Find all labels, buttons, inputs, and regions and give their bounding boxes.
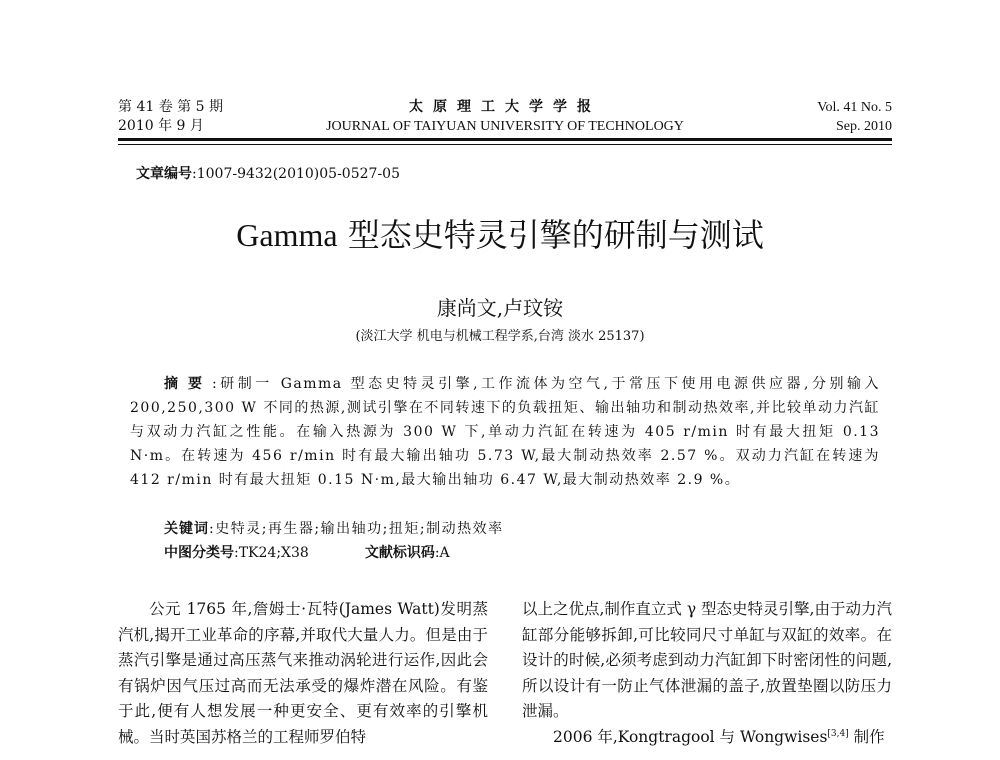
clc-label: 中图分类号 bbox=[164, 545, 234, 561]
date-en: Sep. 2010 bbox=[836, 119, 892, 134]
title-cn: 型态史特灵引擎的研制与测试 bbox=[337, 216, 764, 254]
article-number-label: 文章编号 bbox=[136, 166, 192, 182]
doc-code-label: 文献标识码 bbox=[364, 545, 435, 561]
header-center bbox=[118, 98, 892, 136]
affiliation: (淡江大学 机电与机械工程学系,台湾 淡水 25137) bbox=[355, 329, 645, 344]
keywords-label: 关键词 bbox=[164, 521, 209, 537]
volume-en: Vol. 41 No. 5 bbox=[817, 100, 892, 115]
volume-issue: 第 41 卷 第 5 期 bbox=[118, 99, 223, 115]
journal-name-cn: 太原理工大学学报 bbox=[409, 99, 601, 115]
article-number bbox=[136, 163, 400, 183]
body-column-left bbox=[118, 597, 488, 750]
body-text: 制作 bbox=[848, 727, 885, 746]
body-paragraph: 以上之优点,制作直立式 γ 型态史特灵引擎,由于动力汽缸部分能够拆卸,可比较同尺寸单缸与双缸的效率。在设计的时候,必须考虑到动力汽缸卸下时密闭性的问题,所以设计有一防止气体泄漏的盖子,放置垫圈以防压力泄漏。 bbox=[522, 600, 892, 720]
body-column-right bbox=[522, 597, 892, 750]
body-text: 2006 年,Kongtragool 与 Wongwises bbox=[553, 727, 828, 746]
article-number-value: :1007-9432(2010)05-0527-05 bbox=[192, 166, 400, 182]
classification bbox=[164, 542, 450, 562]
keywords-value: :史特灵;再生器;输出轴功;扭矩;制动热效率 bbox=[209, 521, 504, 537]
citation-ref: [3,4] bbox=[827, 728, 849, 739]
abstract-label: 摘要 bbox=[164, 376, 213, 392]
title-latin: Gamma bbox=[236, 217, 338, 253]
date-cn: 2010 年 9 月 bbox=[118, 118, 204, 134]
clc-value: :TK24;X38 bbox=[234, 545, 309, 561]
keywords bbox=[164, 518, 504, 538]
running-header bbox=[118, 98, 892, 136]
abstract-text: :研制一 Gamma 型态史特灵引擎,工作流体为空气,于常压下使用电源供应器,分别输入 200,250,300 W 不同的热源,测试引擎在不同转速下的负载扭矩、输出轴功和制动热效率,并比较单动力汽缸与双动力汽缸之性能。在输入热源为 300 W 下,单动力汽缸在转速为 405 r/min 时有最大扭矩 0.13 N·m。在转速为 456 r/min 时有最大输出轴功 5.73 W,最大制动热效率 2.57 %。双动力汽缸在转速为 412 r/min 时有最大扭矩 0.15 N·m,最大输出轴功 6.47 W,最大制动热效率 2.9 %。 bbox=[130, 376, 880, 488]
paper-title bbox=[0, 215, 1000, 255]
doc-code-value: :A bbox=[434, 545, 450, 561]
authors: 康尚文,卢玟铵 bbox=[436, 296, 564, 320]
header-right bbox=[817, 98, 892, 136]
abstract bbox=[130, 372, 880, 492]
body-paragraph bbox=[522, 725, 892, 751]
header-rule-thin bbox=[118, 144, 892, 145]
journal-name-en: JOURNAL OF TAIYUAN UNIVERSITY OF TECHNOLOGY bbox=[326, 119, 684, 134]
header-rule-thick bbox=[118, 138, 892, 141]
body-paragraph: 公元 1765 年,詹姆士·瓦特(James Watt)发明蒸汽机,揭开工业革命的序幕,并取代大量人力。但是由于蒸汽引擎是通过高压蒸气来推动涡轮进行运作,因此会有锅炉因气压过高而无法承受的爆炸潜在风险。有鉴于此,便有人想发展一种更安全、更有效率的引擎机械。当时英国苏格兰的工程师罗伯特 bbox=[118, 600, 488, 746]
